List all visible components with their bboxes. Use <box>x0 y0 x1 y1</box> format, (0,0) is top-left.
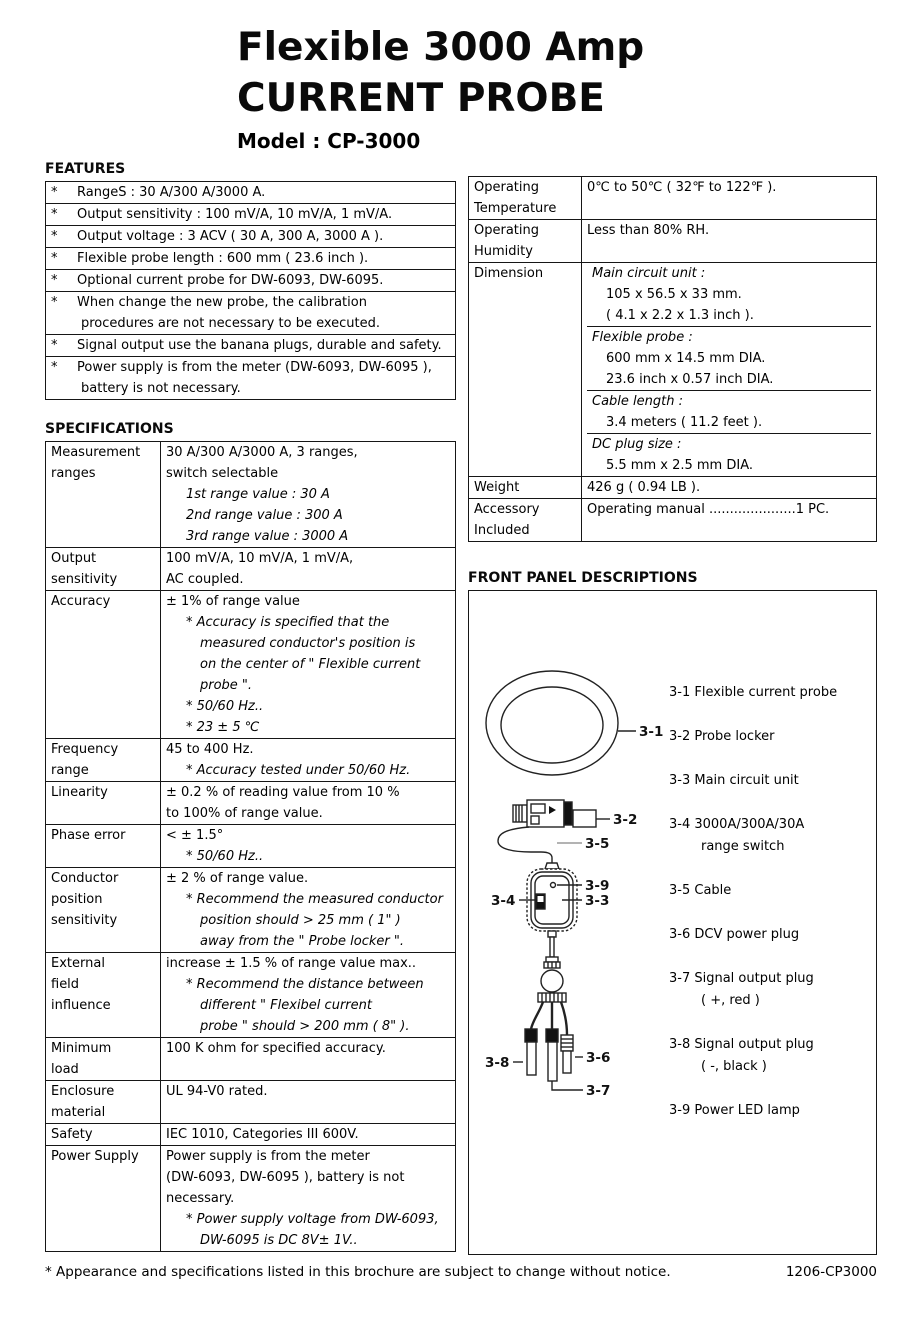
gen-row-accessory-included <box>469 499 877 542</box>
row-label: Humidity <box>474 244 533 259</box>
front-panel-legend <box>669 682 869 1144</box>
row-value: Power supply is from the meter <box>166 1149 370 1164</box>
callout-3-1: 3-1 <box>639 724 664 740</box>
callout-3-6: 3-6 <box>586 1050 611 1066</box>
feature-text: procedures are not necessary to be executed. <box>81 316 380 331</box>
row-value: 0℃ to 50℃ ( 32℉ to 122℉ ). <box>587 180 777 195</box>
bullet: * <box>51 273 58 288</box>
row-value: (DW-6093, DW-6095 ), battery is not <box>166 1170 405 1185</box>
row-value: * 50/60 Hz.. <box>186 699 264 714</box>
specifications-table <box>45 441 456 1252</box>
row-value: 30 A/300 A/3000 A, 3 ranges, <box>166 445 358 460</box>
legend-item-3-1: 3-1 Flexible current probe <box>669 685 838 700</box>
spec-row-frequency-range <box>46 739 456 782</box>
row-value: * Power supply voltage from DW-6093, <box>186 1212 439 1227</box>
row-label: Linearity <box>51 785 108 800</box>
feature-text: When change the new probe, the calibration <box>77 295 367 310</box>
row-label: Output <box>51 551 97 566</box>
dimension-title: Main circuit unit : <box>592 266 706 281</box>
dimension-block <box>587 326 871 390</box>
row-value: increase ± 1.5 % of range value max.. <box>166 956 417 971</box>
row-value: away from the " Probe locker ". <box>200 934 404 949</box>
power-led-dot <box>551 883 556 888</box>
feature-text: Output sensitivity : 100 mV/A, 10 mV/A, 1 mV/A. <box>77 207 393 222</box>
dimension-block <box>587 263 871 326</box>
feature-row <box>46 357 456 400</box>
legend-item-3-3: 3-3 Main circuit unit <box>669 773 799 788</box>
row-value: * 50/60 Hz.. <box>186 849 264 864</box>
feature-row <box>46 204 456 226</box>
row-value: ± 2 % of range value. <box>166 871 309 886</box>
features-section <box>45 161 456 400</box>
spec-row-power-supply <box>46 1146 456 1252</box>
probe-locker-shape <box>513 800 596 827</box>
row-label: Phase error <box>51 828 126 843</box>
dimension-value: 23.6 inch x 0.57 inch DIA. <box>606 372 774 387</box>
row-value: 45 to 400 Hz. <box>166 742 254 757</box>
row-value: < ± 1.5° <box>166 828 224 843</box>
spec-row-output-sensitivity <box>46 548 456 591</box>
row-value: ± 1% of range value <box>166 594 300 609</box>
row-value: 426 g ( 0.94 LB ). <box>587 480 701 495</box>
feature-row <box>46 292 456 335</box>
row-label: field <box>51 977 80 992</box>
spec-row-phase-error <box>46 825 456 868</box>
row-value: UL 94-V0 rated. <box>166 1084 268 1099</box>
front-panel-heading: FRONT PANEL DESCRIPTIONS <box>468 570 698 586</box>
feature-text: battery is not necessary. <box>81 381 241 396</box>
row-label: Accuracy <box>51 594 111 609</box>
bullet: * <box>51 251 58 266</box>
dimension-value: 5.5 mm x 2.5 mm DIA. <box>606 458 753 473</box>
callout-3-7: 3-7 <box>586 1083 611 1099</box>
features-heading: FEATURES <box>45 161 126 177</box>
feature-row <box>46 270 456 292</box>
bullet: * <box>51 360 58 375</box>
row-value: DW-6095 is DC 8V± 1V.. <box>200 1233 358 1248</box>
row-label: External <box>51 956 105 971</box>
front-panel-box <box>468 590 877 1255</box>
row-value: different " Flexibel current <box>200 998 372 1013</box>
flexible-probe-ring-inner <box>501 687 603 763</box>
row-value: Operating manual .....................1 PC. <box>587 502 830 517</box>
row-value: probe ". <box>200 678 253 693</box>
callout-3-5: 3-5 <box>585 836 610 852</box>
footer-doc-code: 1206-CP3000 <box>785 1264 877 1280</box>
spec-row-accuracy <box>46 591 456 739</box>
callout-3-3: 3-3 <box>585 893 610 909</box>
row-value: measured conductor's position is <box>200 636 416 651</box>
row-label: sensitivity <box>51 913 118 928</box>
lead-right <box>561 1002 567 1035</box>
row-label: Included <box>474 523 530 538</box>
row-value: * 23 ± 5 ℃ <box>186 720 260 735</box>
front-panel-section <box>468 570 877 1255</box>
bullet: * <box>51 338 58 353</box>
gen-row-dimension <box>469 263 877 477</box>
feature-text: Flexible probe length : 600 mm ( 23.6 inch ). <box>77 251 369 266</box>
spec-row-minimum-load <box>46 1038 456 1081</box>
features-table <box>45 181 456 400</box>
legend-item-3-5: 3-5 Cable <box>669 883 732 898</box>
feature-text: Optional current probe for DW-6093, DW-6095. <box>77 273 384 288</box>
bullet: * <box>51 295 58 310</box>
spec-row-conductor-position-sensitivity <box>46 868 456 953</box>
row-label: Power Supply <box>51 1149 139 1164</box>
specifications-section <box>45 421 456 1252</box>
spec-row-linearity <box>46 782 456 825</box>
row-label: ranges <box>51 466 96 481</box>
row-value: 1st range value : 30 A <box>186 487 330 502</box>
dimension-value: ( 4.1 x 2.2 x 1.3 inch ). <box>606 308 754 323</box>
doc-model: Model : CP-3000 <box>237 129 421 153</box>
callout-3-9: 3-9 <box>585 878 610 894</box>
output-cable <box>550 937 554 957</box>
row-value: 2nd range value : 300 A <box>186 508 343 523</box>
spec-row-external-field-influence <box>46 953 456 1038</box>
legend-item-3-8: 3-8 Signal output plug ( -, black ) <box>669 1037 814 1074</box>
dimension-value: 105 x 56.5 x 33 mm. <box>606 287 742 302</box>
spec-row-measurement-ranges <box>46 442 456 548</box>
legend-item-3-4: 3-4 3000A/300A/30A range switch <box>669 817 805 854</box>
row-label: position <box>51 892 103 907</box>
row-label: Weight <box>474 480 520 495</box>
row-value: probe " should > 200 mm ( 8" ). <box>200 1019 410 1034</box>
lead-left <box>531 1002 543 1029</box>
row-value: necessary. <box>166 1191 235 1206</box>
feature-text: Output voltage : 3 ACV ( 30 A, 300 A, 3000 A ). <box>77 229 384 244</box>
row-value: * Accuracy tested under 50/60 Hz. <box>186 763 411 778</box>
feature-row <box>46 248 456 270</box>
dimension-value: 600 mm x 14.5 mm DIA. <box>606 351 766 366</box>
bullet: * <box>51 185 58 200</box>
dimension-title: Cable length : <box>592 394 683 409</box>
bullet: * <box>51 207 58 222</box>
row-value: * Accuracy is specified that the <box>186 615 390 630</box>
specifications-heading: SPECIFICATIONS <box>45 421 174 437</box>
row-value: 100 K ohm for specified accuracy. <box>166 1041 386 1056</box>
row-label: sensitivity <box>51 572 118 587</box>
dimension-title: Flexible probe : <box>592 330 693 345</box>
legend-item-3-2: 3-2 Probe locker <box>669 729 775 744</box>
row-label: influence <box>51 998 111 1013</box>
spec-row-enclosure-material <box>46 1081 456 1124</box>
row-label: Operating <box>474 223 539 238</box>
callout-line-3-7 <box>552 1081 583 1090</box>
footer-note: * Appearance and specifications listed in this brochure are subject to change without notice. <box>45 1264 671 1280</box>
doc-title-line1: Flexible 3000 Amp <box>237 25 645 70</box>
row-label: Dimension <box>474 266 544 281</box>
callout-3-8: 3-8 <box>485 1055 510 1071</box>
gen-row-operating-humidity <box>469 220 877 263</box>
cable-path <box>498 827 552 863</box>
row-value: position should > 25 mm ( 1" ) <box>200 913 401 928</box>
dimension-value: 3.4 meters ( 11.2 feet ). <box>606 415 763 430</box>
feature-row <box>46 335 456 357</box>
feature-text: Signal output use the banana plugs, durable and safety. <box>77 338 442 353</box>
feature-text: Power supply is from the meter (DW-6093, DW-6095 ), <box>77 360 432 375</box>
row-value: to 100% of range value. <box>166 806 323 821</box>
general-table <box>468 176 877 542</box>
feature-row <box>46 182 456 204</box>
signal-plug-red <box>546 1029 558 1081</box>
title-block <box>237 22 644 153</box>
row-label: range <box>51 763 89 778</box>
callout-3-4: 3-4 <box>491 893 516 909</box>
row-value: 100 mV/A, 10 mV/A, 1 mV/A, <box>166 551 354 566</box>
row-label: Conductor <box>51 871 119 886</box>
gen-row-weight <box>469 477 877 499</box>
page-footer <box>45 1263 877 1281</box>
row-label: Operating <box>474 180 539 195</box>
legend-item-3-7: 3-7 Signal output plug ( +, red ) <box>669 971 814 1008</box>
dimension-block <box>587 433 871 476</box>
row-value: switch selectable <box>166 466 279 481</box>
row-value: ± 0.2 % of reading value from 10 % <box>166 785 400 800</box>
row-label: Safety <box>51 1127 93 1142</box>
row-value: IEC 1010, Categories III 600V. <box>166 1127 359 1142</box>
feature-text: RangeS : 30 A/300 A/3000 A. <box>77 185 266 200</box>
row-label: Minimum <box>51 1041 112 1056</box>
signal-plug-black <box>525 1029 537 1075</box>
row-value: on the center of " Flexible current <box>200 657 421 672</box>
bullet: * <box>51 229 58 244</box>
feature-row <box>46 226 456 248</box>
dimension-title: DC plug size : <box>592 437 682 452</box>
row-label: Measurement <box>51 445 141 460</box>
cable-collar <box>545 863 559 869</box>
row-value: AC coupled. <box>166 572 244 587</box>
row-label: Accessory <box>474 502 540 517</box>
row-label: Frequency <box>51 742 119 757</box>
cable-splitter <box>541 970 563 992</box>
row-value: * Recommend the measured conductor <box>186 892 443 907</box>
dc-power-plug <box>561 1035 573 1073</box>
dimension-block <box>587 390 871 433</box>
general-specs-section <box>468 176 877 542</box>
gen-row-operating-temperature <box>469 177 877 220</box>
callout-3-2: 3-2 <box>613 812 638 828</box>
row-label: load <box>51 1062 79 1077</box>
row-label: material <box>51 1105 106 1120</box>
row-value: * Recommend the distance between <box>186 977 424 992</box>
legend-item-3-6: 3-6 DCV power plug <box>669 927 800 942</box>
doc-title-line2: CURRENT PROBE <box>237 76 605 121</box>
row-value: 3rd range value : 3000 A <box>186 529 349 544</box>
row-label: Temperature <box>474 201 557 216</box>
unit-bottom-nub <box>548 931 556 937</box>
row-value: Less than 80% RH. <box>587 223 710 238</box>
legend-item-3-9: 3-9 Power LED lamp <box>669 1103 800 1118</box>
row-label: Enclosure <box>51 1084 115 1099</box>
spec-row-safety <box>46 1124 456 1146</box>
